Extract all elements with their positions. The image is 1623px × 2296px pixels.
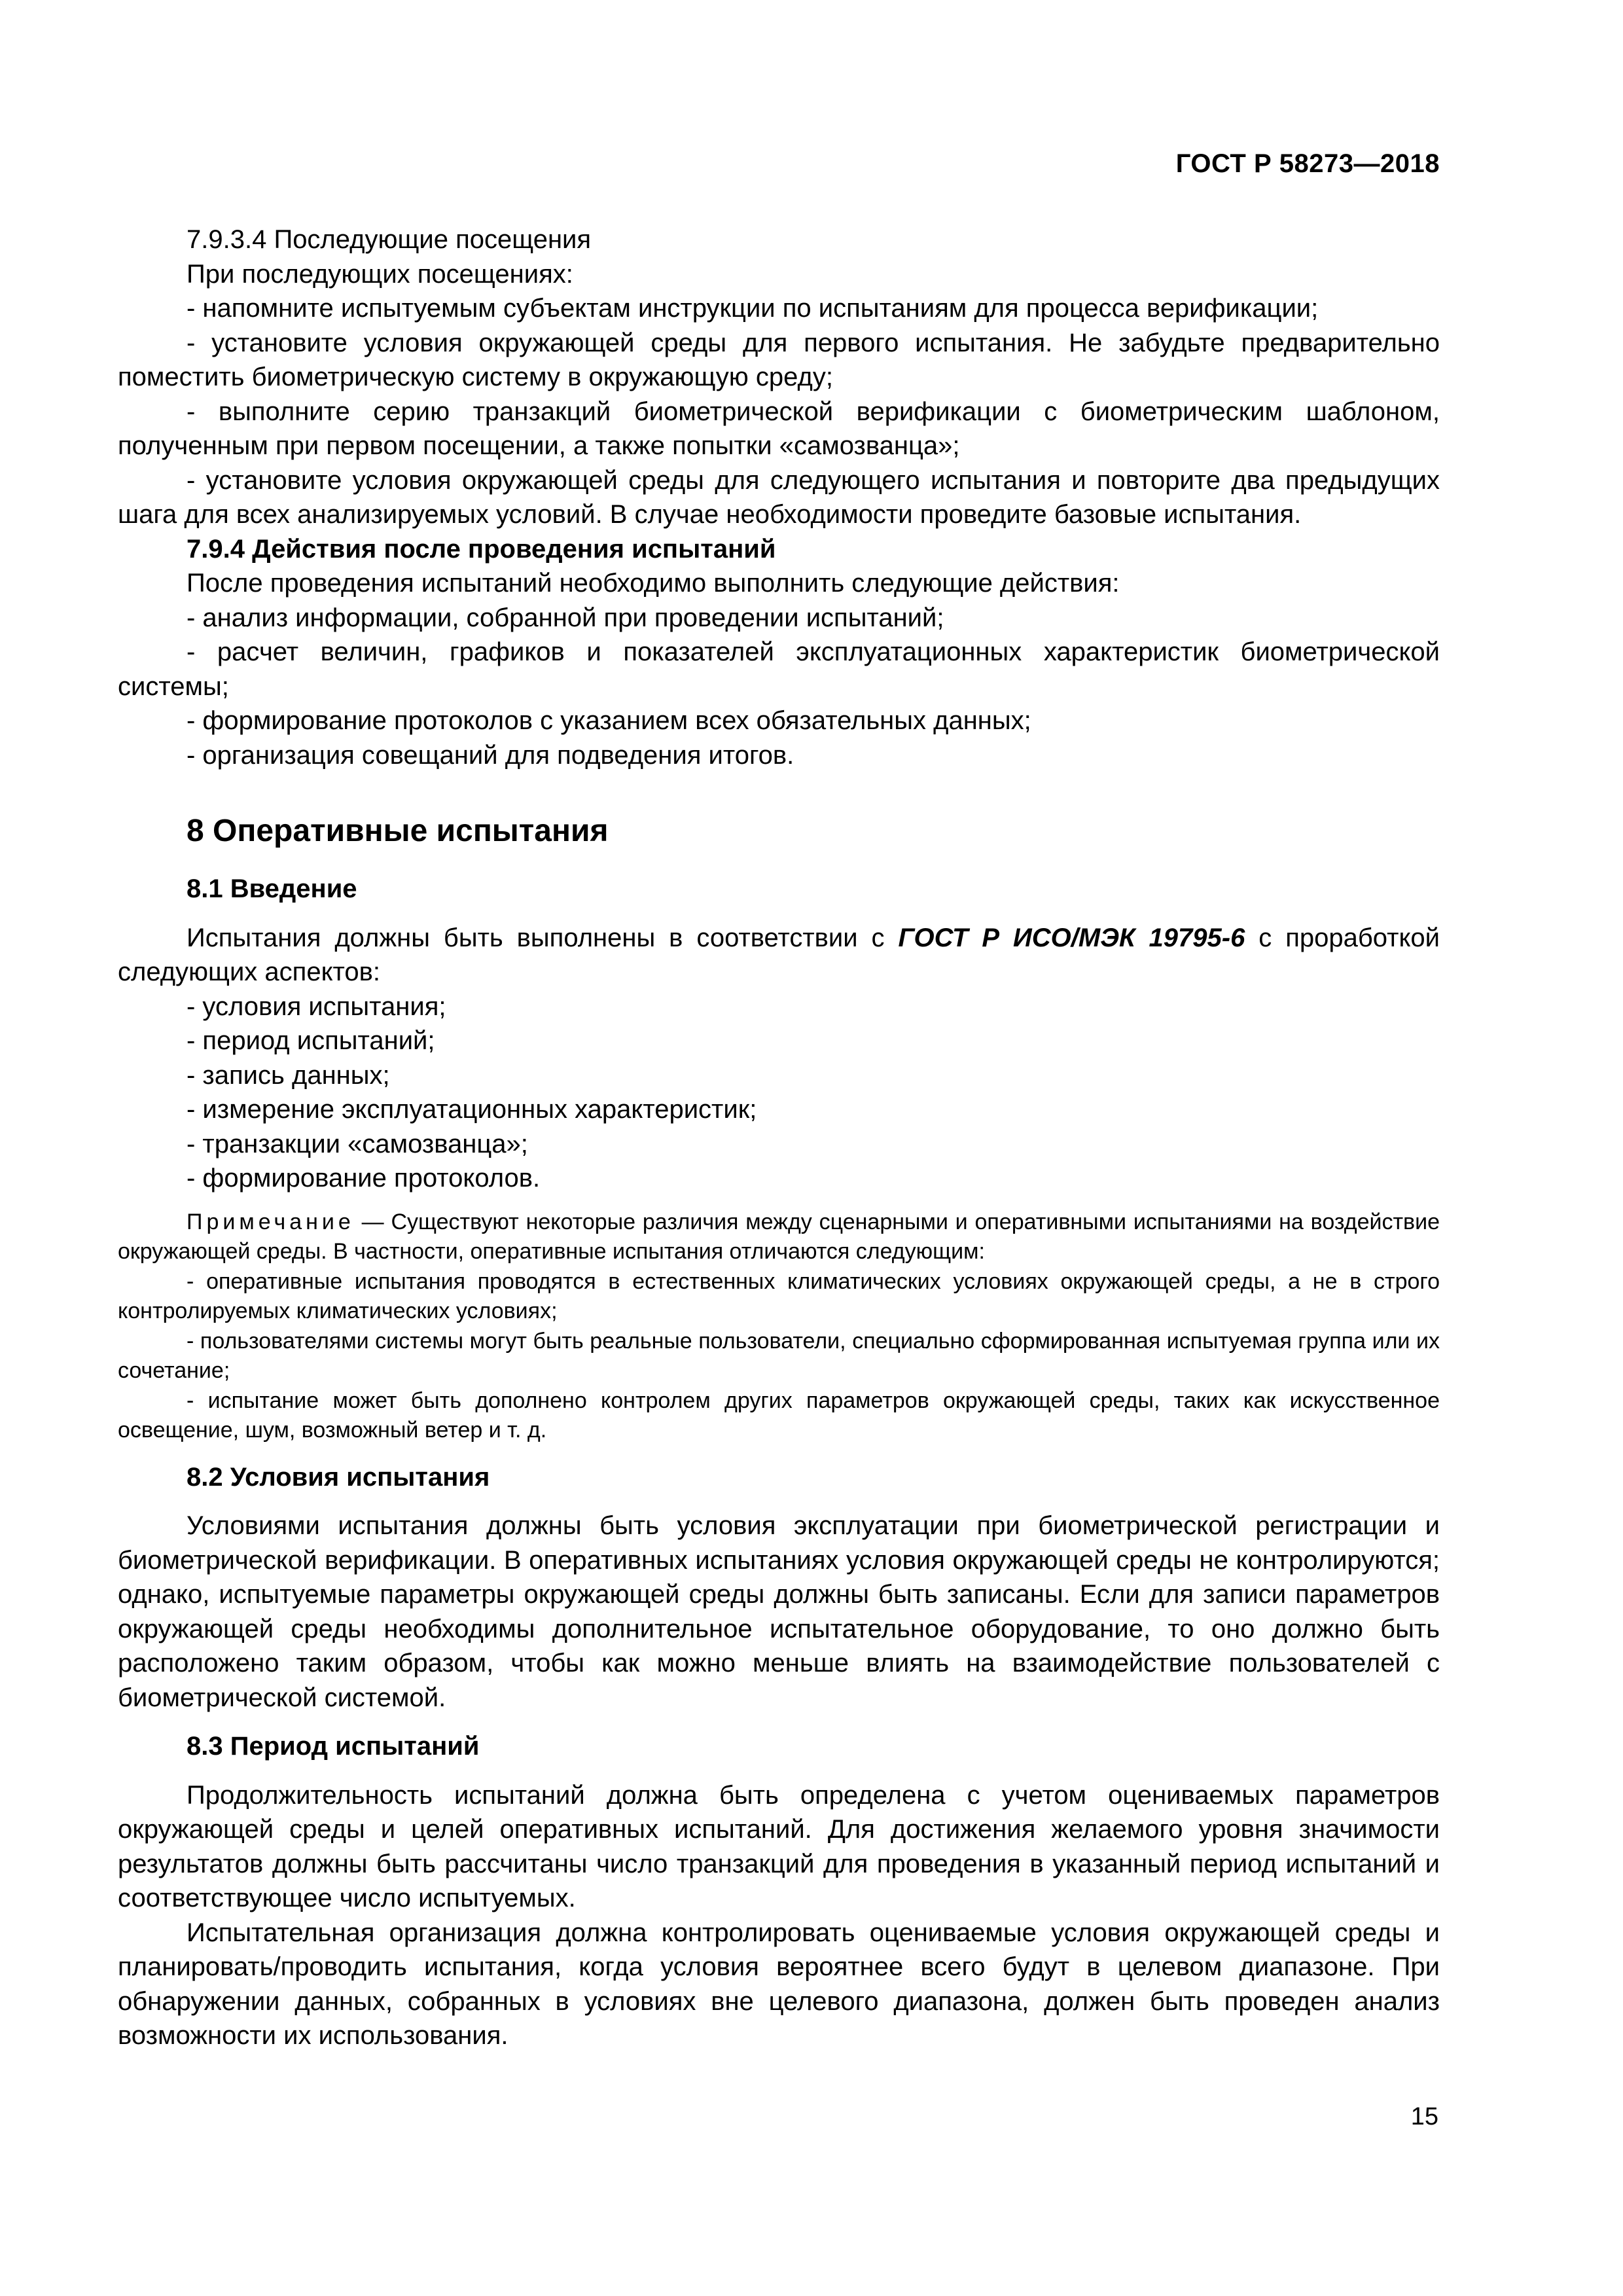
- note-list-item: - оперативные испытания проводятся в естественных климатических условиях окружающей среды, а не в строго контролируемых климатических условиях;: [118, 1268, 1440, 1323]
- intro-text: Испытания должны быть выполнены в соответствии с: [187, 923, 899, 952]
- paragraph-82: Условиями испытания должны быть условия эксплуатации при биометрической регистрации и биометрической верификации. В оперативных испытаниях условия окружающей среды не контролируются; однако, испытуемые параметры окружающей среды должны быть записаны. Если для записи параметров окружающей среды необходимы дополнительное испытательное оборудование, то оно должно быть расположено таким образом, чтобы как можно меньше влиять на взаимодействие пользователей с биометрической системой.: [118, 1511, 1440, 1712]
- page-content: [118, 223, 1440, 2053]
- section-title-82: 8.2 Условия испытания: [187, 1462, 490, 1492]
- list-item: - выполните серию транзакций биометрической верификации с биометрическим шаблоном, полученным при первом посещении, а также попытки «самозванца»;: [118, 397, 1440, 460]
- list-item: - условия испытания;: [187, 992, 446, 1021]
- list-item: - анализ информации, собранной при проведении испытаний;: [187, 603, 944, 632]
- paragraph-83-1: Продолжительность испытаний должна быть определена с учетом оцениваемых параметров окружающей среды и целей оперативных испытаний. Для достижения желаемого уровня значимости результатов должны быть рассчитаны число транзакций для проведения в указанный период испытаний и соответствующее число испытуемых.: [118, 1780, 1440, 1912]
- list-item: - период испытаний;: [187, 1026, 435, 1055]
- list-item: - транзакции «самозванца»;: [187, 1129, 528, 1158]
- note-paragraph: [118, 1208, 1440, 1267]
- section-title-81: 8.1 Введение: [187, 874, 357, 903]
- page-number: 15: [1410, 2103, 1438, 2130]
- paragraph: При последующих посещениях:: [187, 259, 573, 289]
- note-text: — Существуют некоторые различия между сценарными и оперативными испытаниями на воздействие окружающей среды. В частности, оперативные испытания отличаются следующим:: [118, 1209, 1440, 1264]
- list-item: - установите условия окружающей среды для следующего испытания и повторите два предыдущих шага для всех анализируемых условий. В случае необходимости проведите базовые испытания.: [118, 465, 1440, 529]
- list-item: - организация совещаний для подведения итогов.: [187, 740, 794, 770]
- note-block: [118, 1208, 1440, 1446]
- section-title-83: 8.3 Период испытаний: [187, 1732, 480, 1761]
- standard-reference: ГОСТ Р ИСО/МЭК 19795-6: [898, 923, 1245, 952]
- note-list-item: - испытание может быть дополнено контролем других параметров окружающей среды, таких как искусственное освещение, шум, возможный ветер и т. д.: [118, 1388, 1440, 1443]
- intro-text-end: с проработкой следующих аспектов:: [118, 923, 1440, 986]
- note-list-item: - пользователями системы могут быть реальные пользователи, специально сформированная испытуемая группа или их сочетание;: [118, 1328, 1440, 1383]
- note-label: Примечание: [187, 1209, 355, 1234]
- list-item: - напомните испытуемым субъектам инструкции по испытаниям для процесса верификации;: [187, 294, 1319, 323]
- list-item: - расчет величин, графиков и показателей эксплуатационных характеристик биометрической системы;: [118, 637, 1440, 701]
- list-item: - запись данных;: [187, 1060, 390, 1090]
- subsection-title-7934: 7.9.3.4 Последующие посещения: [187, 225, 592, 254]
- paragraph-83-2: Испытательная организация должна контролировать оцениваемые условия окружающей среды и планировать/проводить испытания, когда условия вероятнее всего будут в целевом диапазоне. При обнаружении данных, собранных в условиях вне целевого диапазона, должен быть проведен анализ возможности их использования.: [118, 1918, 1440, 2050]
- paragraph-81-intro: [118, 921, 1440, 990]
- subsection-title-794: 7.9.4 Действия после проведения испытаний: [187, 534, 776, 564]
- list-item: - установите условия окружающей среды для первого испытания. Не забудьте предварительно поместить биометрическую систему в окружающую среду;: [118, 328, 1440, 391]
- section-title-8: 8 Оперативные испытания: [187, 814, 609, 848]
- list-item: - измерение эксплуатационных характеристик;: [187, 1095, 757, 1124]
- paragraph: После проведения испытаний необходимо выполнить следующие действия:: [187, 569, 1120, 598]
- document-code-header: ГОСТ Р 58273—2018: [1175, 149, 1440, 178]
- list-item: - формирование протоколов с указанием всех обязательных данных;: [187, 706, 1031, 735]
- list-item: - формирование протоколов.: [187, 1164, 541, 1193]
